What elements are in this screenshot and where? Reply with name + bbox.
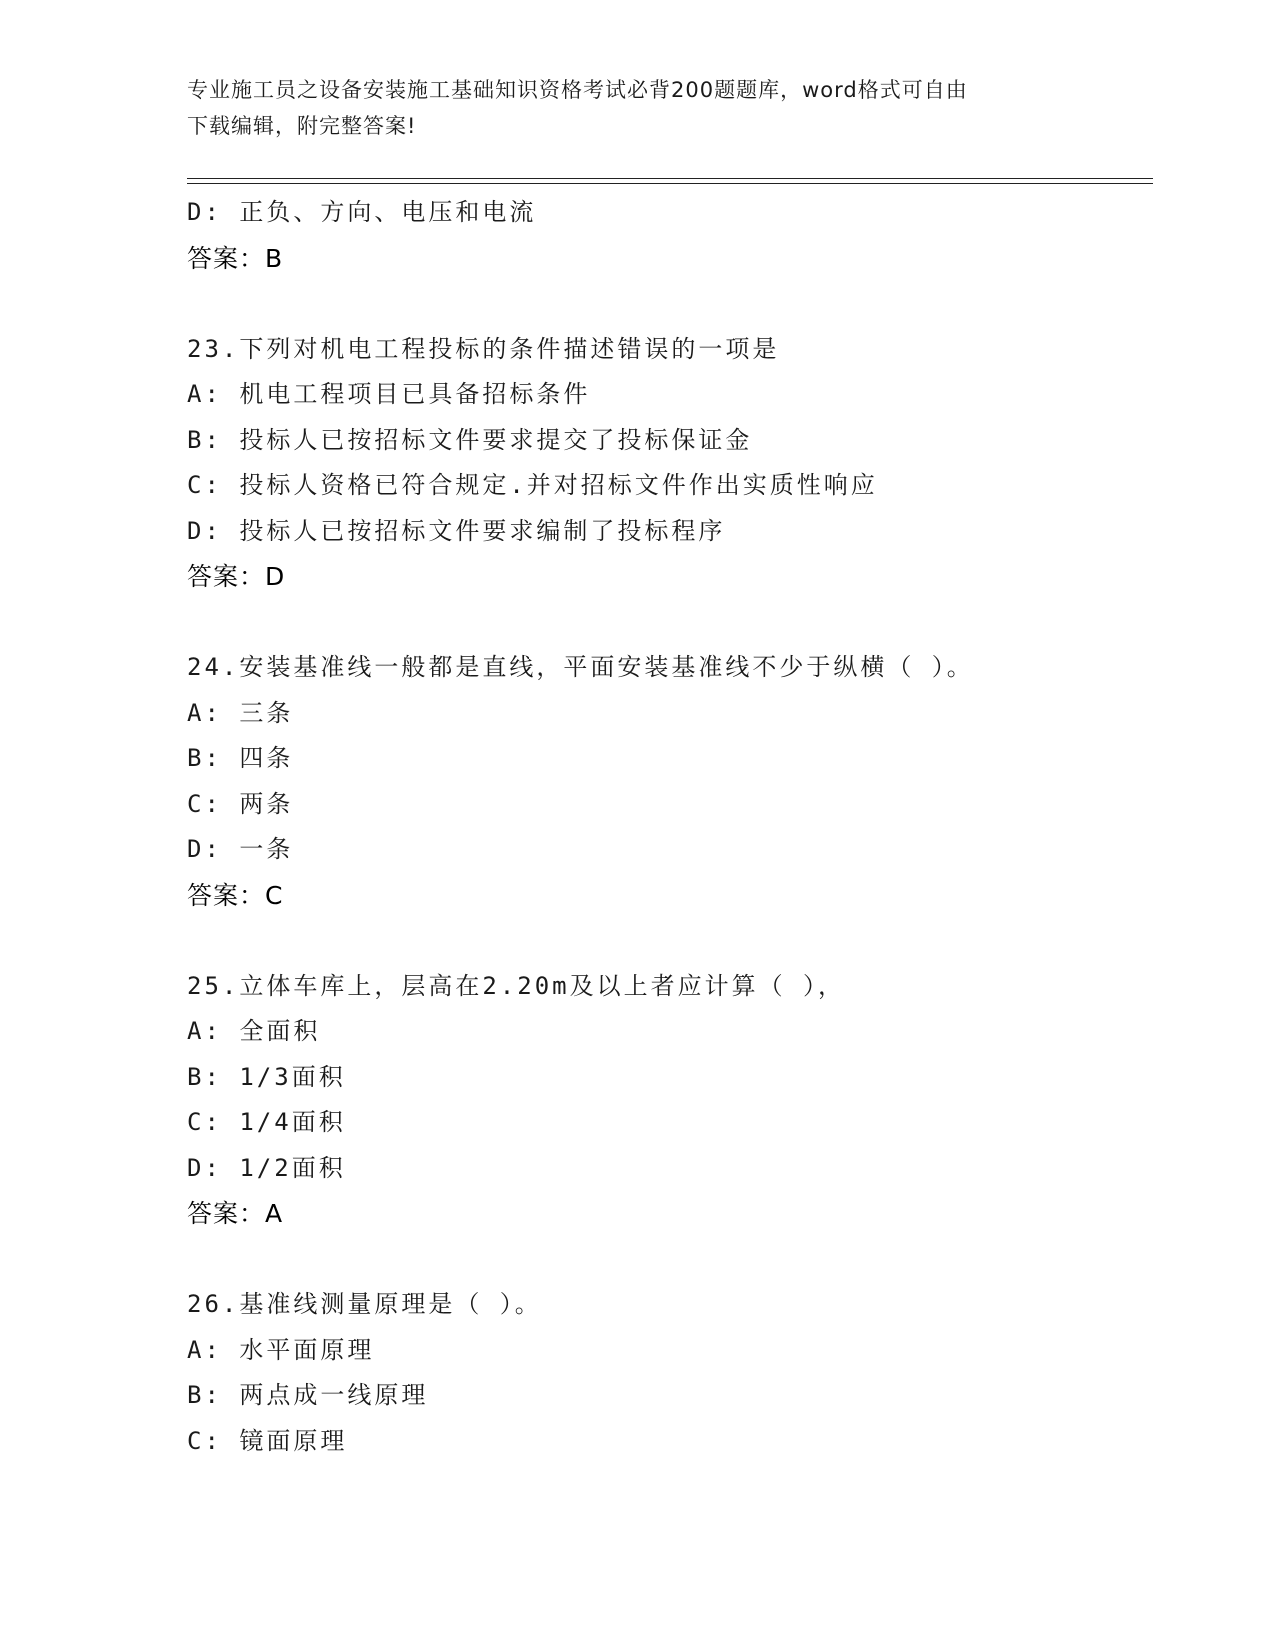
header-divider-bottom: [187, 183, 1153, 184]
spacer: [187, 600, 1187, 646]
answer: 答案：A: [187, 1199, 284, 1228]
option-a: A: 机电工程项目已具备招标条件: [187, 380, 591, 408]
option-d: D: 投标人已按招标文件要求编制了投标程序: [187, 516, 726, 545]
question-text: 25.立体车库上，层高在2.20m及以上者应计算（ ），: [187, 971, 846, 1000]
option-a: A: 水平面原理: [187, 1335, 375, 1364]
question-25: [187, 964, 1187, 1237]
header-line-2: 下载编辑，附完整答案!: [187, 114, 417, 138]
option-d: D: 一条: [187, 835, 294, 863]
option-b: B: 四条: [187, 744, 294, 772]
spacer: [187, 1237, 1187, 1283]
option-c: C: 两条: [187, 789, 294, 818]
question-text: 23.下列对机电工程投标的条件描述错误的一项是: [187, 334, 780, 363]
option-a: A: 全面积: [187, 1017, 321, 1045]
option-b: B: 1/3面积: [187, 1062, 346, 1091]
option-d: D: 1/2面积: [187, 1153, 346, 1182]
option-b: B: 投标人已按招标文件要求提交了投标保证金: [187, 425, 753, 454]
header-line-1: 专业施工员之设备安装施工基础知识资格考试必背200题题库，word格式可自由: [187, 78, 968, 102]
question-text: 24.安装基准线一般都是直线，平面安装基准线不少于纵横（ ）。: [187, 653, 974, 681]
question-list: [187, 190, 1187, 1464]
question-23: [187, 327, 1187, 600]
page-header: [187, 72, 1087, 144]
spacer: [187, 918, 1187, 964]
option-b: B: 两点成一线原理: [187, 1381, 429, 1409]
question-text: 26.基准线测量原理是（ ）。: [187, 1290, 542, 1318]
option-d: D: 正负、方向、电压和电流: [187, 198, 537, 226]
option-a: A: 三条: [187, 698, 294, 727]
question-26: [187, 1282, 1187, 1464]
option-c: C: 镜面原理: [187, 1426, 348, 1455]
spacer: [187, 281, 1187, 327]
answer: 答案：C: [187, 880, 284, 910]
option-c: C: 1/4面积: [187, 1108, 346, 1136]
question-22: [187, 190, 1187, 281]
question-24: [187, 645, 1187, 918]
answer: 答案：B: [187, 243, 284, 273]
header-divider-top: [187, 178, 1153, 179]
answer: 答案：D: [187, 562, 286, 591]
option-c: C: 投标人资格已符合规定.并对招标文件作出实质性响应: [187, 471, 878, 499]
